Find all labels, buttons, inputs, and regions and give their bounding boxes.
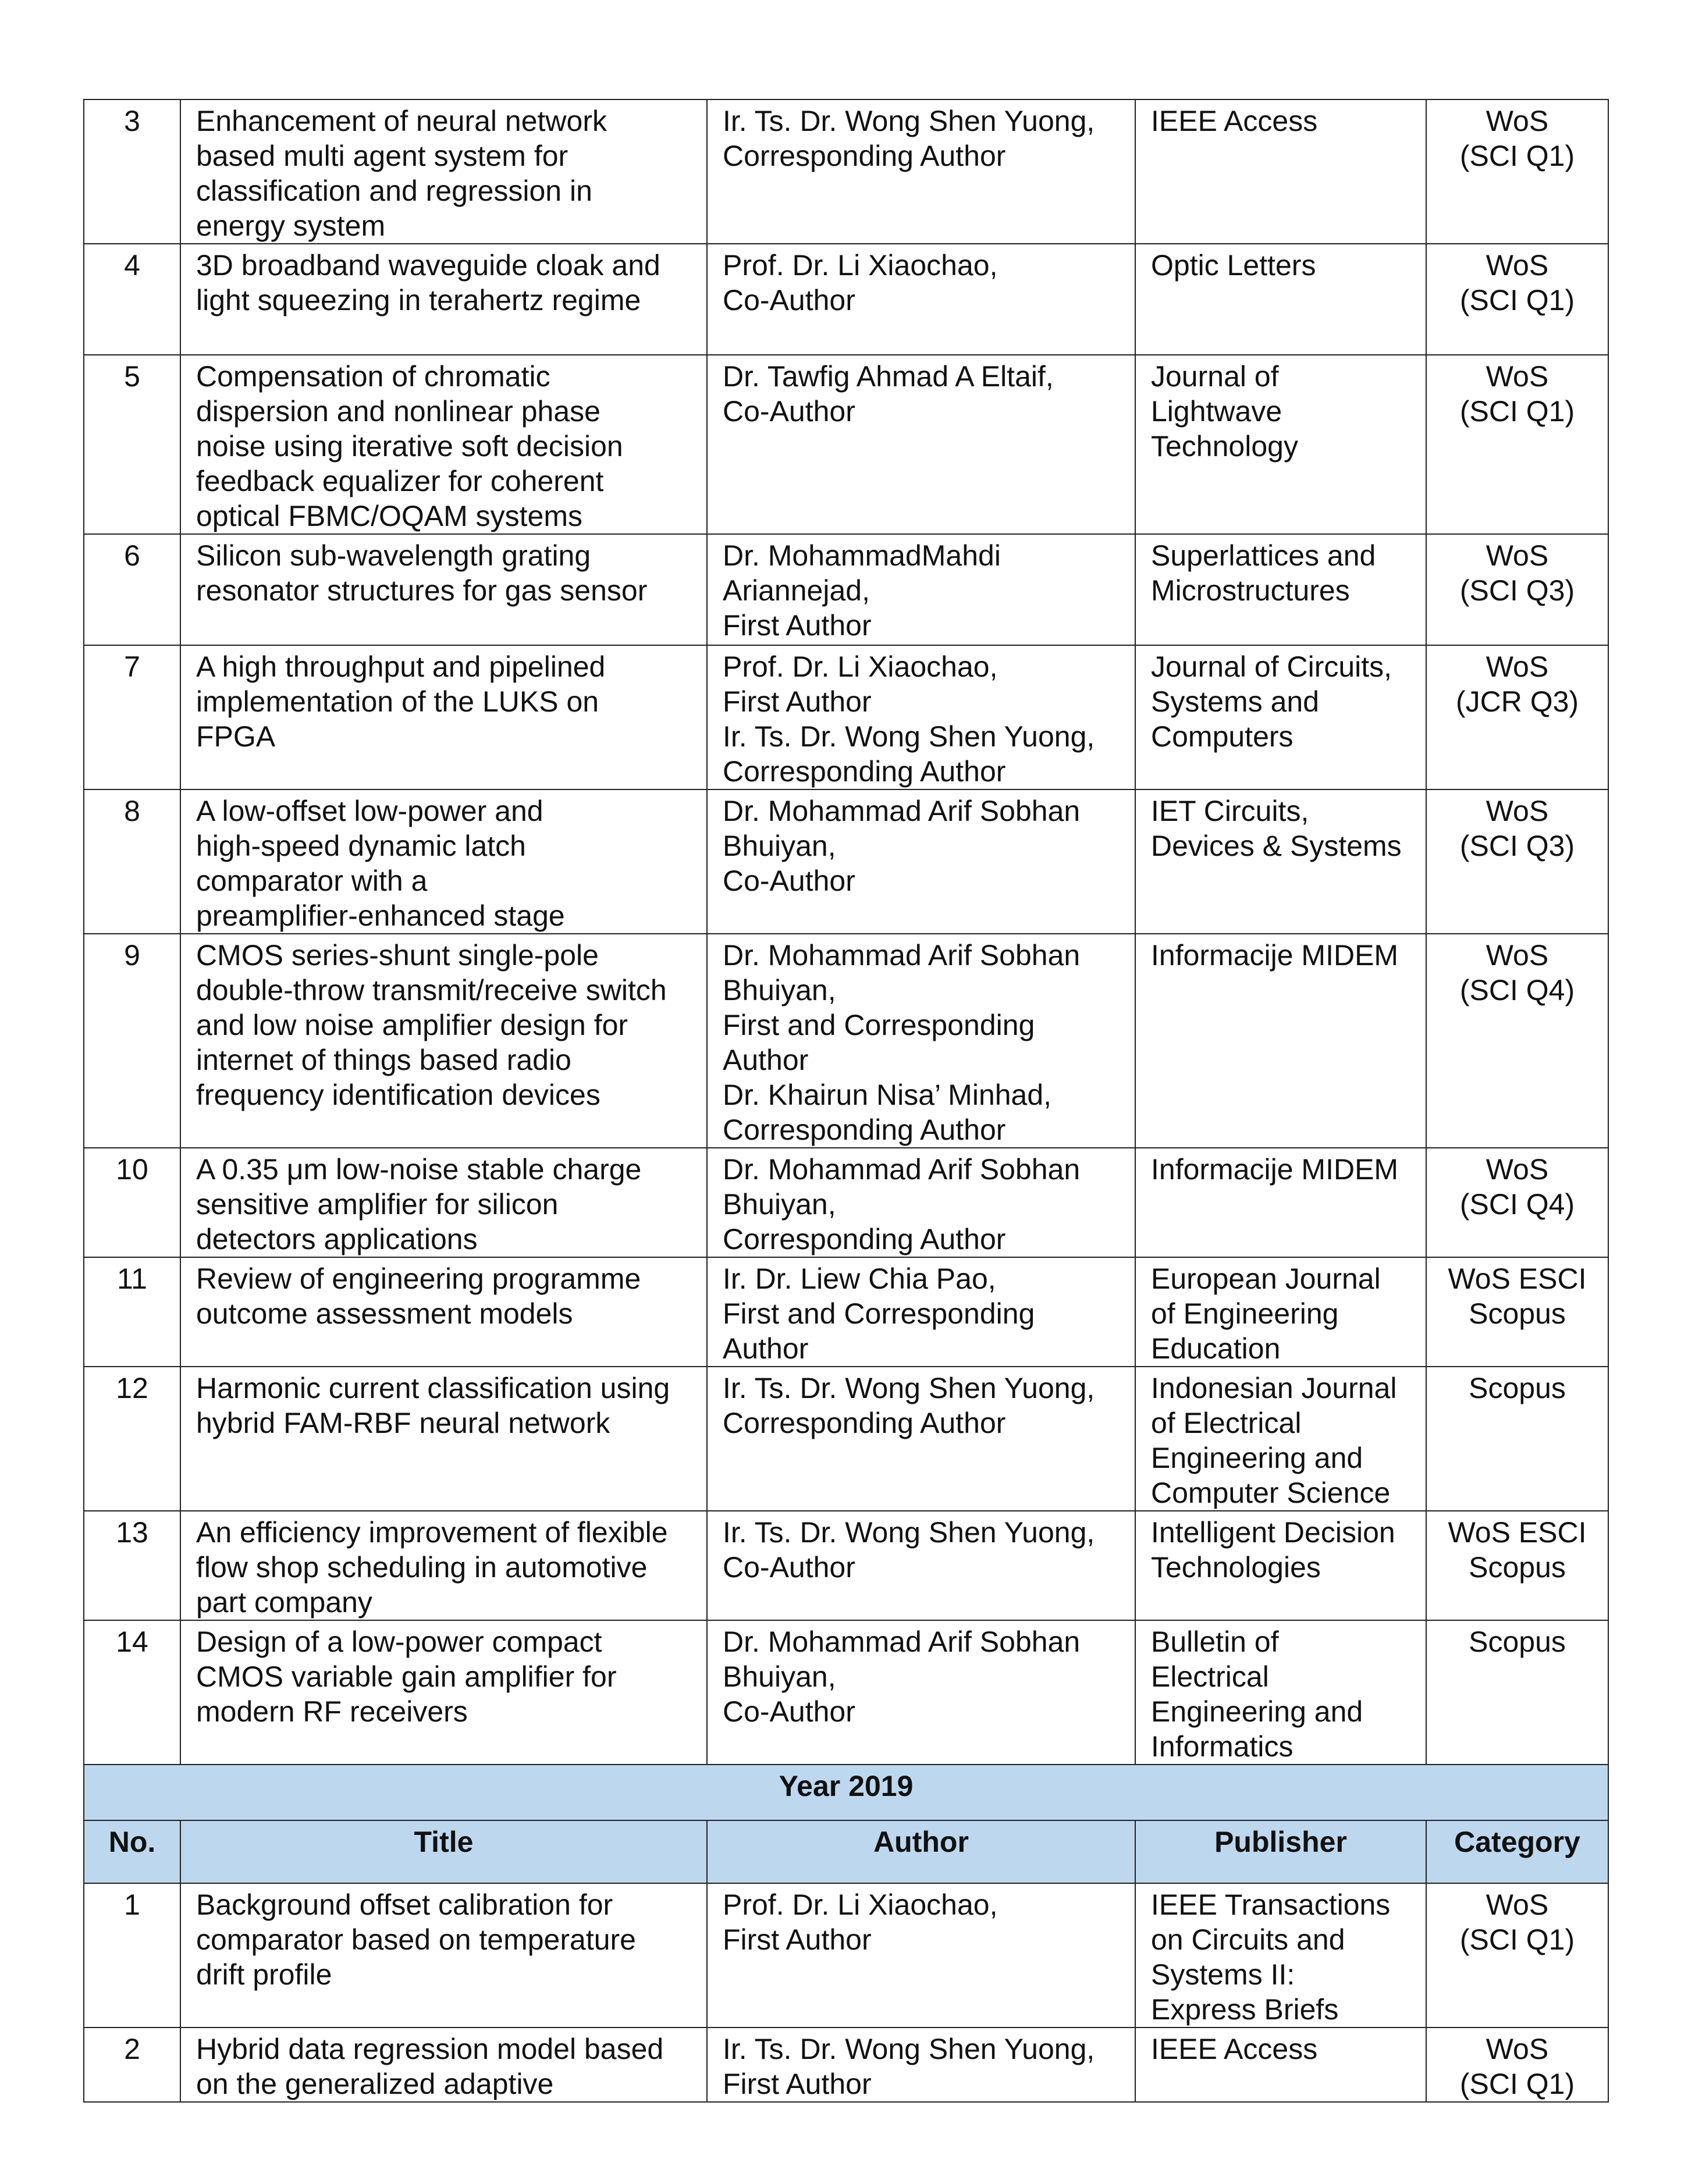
cell-publisher bbox=[1135, 1257, 1426, 1367]
cell-publisher-line: on Circuits and bbox=[1151, 1923, 1345, 1956]
cell-no: 9 bbox=[84, 934, 180, 1148]
cell-publisher-line: IET Circuits, bbox=[1151, 795, 1309, 827]
cell-author bbox=[707, 789, 1135, 934]
cell-title bbox=[180, 789, 707, 934]
cell-publisher-line: Computers bbox=[1151, 720, 1293, 753]
cell-publisher bbox=[1135, 244, 1426, 355]
cell-title-line: Compensation of chromatic bbox=[196, 360, 550, 393]
cell-publisher bbox=[1135, 645, 1426, 789]
cell-publisher-line: IEEE Transactions bbox=[1151, 1888, 1391, 1921]
cell-no: 1 bbox=[84, 1883, 180, 2028]
cell-publisher-line: Computer Science bbox=[1151, 1477, 1391, 1509]
cell-title-line: energy system bbox=[196, 209, 386, 242]
cell-title-line: Background offset calibration for bbox=[196, 1888, 613, 1921]
table-row bbox=[84, 1148, 1608, 1257]
cell-category bbox=[1426, 1620, 1608, 1765]
cell-publisher bbox=[1135, 789, 1426, 934]
cell-author bbox=[707, 645, 1135, 789]
cell-publisher-line: Informacije MIDEM bbox=[1151, 1153, 1399, 1186]
cell-category-line: WoS bbox=[1486, 939, 1549, 972]
cell-title-line: high-speed dynamic latch bbox=[196, 830, 526, 862]
cell-title-line: CMOS variable gain amplifier for bbox=[196, 1660, 617, 1693]
cell-title-line: modern RF receivers bbox=[196, 1695, 468, 1728]
cell-author-line: First Author bbox=[723, 685, 872, 718]
cell-no: 13 bbox=[84, 1511, 180, 1620]
table-row bbox=[84, 789, 1608, 934]
cell-author-line: Bhuiyan, bbox=[723, 830, 836, 862]
cell-author-line: Author bbox=[723, 1044, 809, 1076]
cell-author bbox=[707, 1620, 1135, 1765]
cell-publisher bbox=[1135, 1883, 1426, 2028]
cell-category-line: WoS bbox=[1486, 2033, 1549, 2065]
cell-publisher bbox=[1135, 1367, 1426, 1511]
cell-title-line: Design of a low-power compact bbox=[196, 1625, 602, 1658]
cell-publisher bbox=[1135, 99, 1426, 244]
cell-category-line: (SCI Q3) bbox=[1459, 830, 1575, 862]
cell-publisher-line: Journal of bbox=[1151, 360, 1279, 393]
cell-author bbox=[707, 1511, 1135, 1620]
cell-title-line: classification and regression in bbox=[196, 175, 592, 207]
cell-author-line: Ir. Dr. Liew Chia Pao, bbox=[723, 1262, 996, 1295]
cell-category-line: (SCI Q1) bbox=[1459, 2068, 1575, 2100]
cell-title-line: Harmonic current classification using bbox=[196, 1372, 670, 1404]
cell-author-line: Corresponding Author bbox=[723, 1114, 1006, 1146]
cell-publisher bbox=[1135, 1511, 1426, 1620]
cell-category-line: (JCR Q3) bbox=[1455, 685, 1579, 718]
cell-category bbox=[1426, 355, 1608, 534]
cell-title-line: A low-offset low-power and bbox=[196, 795, 543, 827]
cell-author-line: Dr. Mohammad Arif Sobhan bbox=[723, 795, 1081, 827]
table-row bbox=[84, 534, 1608, 645]
cell-author-line: Bhuiyan, bbox=[723, 974, 836, 1006]
cell-category-line: WoS bbox=[1486, 795, 1549, 827]
table-row bbox=[84, 99, 1608, 244]
cell-author-line: Dr. Khairun Nisa’ Minhad, bbox=[723, 1079, 1052, 1111]
cell-category-line: Scopus bbox=[1469, 1372, 1566, 1404]
cell-title-line: 3D broadband waveguide cloak and bbox=[196, 249, 660, 282]
cell-category bbox=[1426, 1511, 1608, 1620]
cell-category-line: Scopus bbox=[1469, 1551, 1566, 1584]
cell-author-line: Ir. Ts. Dr. Wong Shen Yuong, bbox=[723, 105, 1095, 137]
cell-publisher-line: Microstructures bbox=[1151, 574, 1350, 607]
cell-publisher-line: of Electrical bbox=[1151, 1407, 1302, 1439]
cell-no: 5 bbox=[84, 355, 180, 534]
cell-author-line: Co-Author bbox=[723, 865, 855, 897]
cell-category bbox=[1426, 1367, 1608, 1511]
cell-publisher-line: Express Briefs bbox=[1151, 1993, 1339, 2026]
cell-no: 12 bbox=[84, 1367, 180, 1511]
cell-publisher-line: IEEE Access bbox=[1151, 105, 1318, 137]
cell-title-line: internet of things based radio bbox=[196, 1044, 571, 1076]
cell-publisher-line: Informatics bbox=[1151, 1730, 1293, 1763]
cell-no: 8 bbox=[84, 789, 180, 934]
cell-author-line: Bhuiyan, bbox=[723, 1188, 836, 1221]
cell-category-line: Scopus bbox=[1469, 1297, 1566, 1330]
column-header-author: Author bbox=[707, 1820, 1135, 1883]
cell-title-line: hybrid FAM-RBF neural network bbox=[196, 1407, 610, 1439]
cell-publisher-line: Lightwave bbox=[1151, 395, 1282, 428]
cell-title bbox=[180, 355, 707, 534]
cell-title bbox=[180, 244, 707, 355]
cell-author bbox=[707, 1883, 1135, 2028]
cell-author-line: Dr. Mohammad Arif Sobhan bbox=[723, 1625, 1081, 1658]
cell-publisher-line: Systems and bbox=[1151, 685, 1320, 718]
cell-no: 14 bbox=[84, 1620, 180, 1765]
cell-title-line: feedback equalizer for coherent bbox=[196, 465, 604, 497]
cell-author-line: Corresponding Author bbox=[723, 755, 1006, 788]
cell-no: 10 bbox=[84, 1148, 180, 1257]
cell-publisher bbox=[1135, 934, 1426, 1148]
cell-category-line: (SCI Q1) bbox=[1459, 1923, 1575, 1956]
cell-author-line: Prof. Dr. Li Xiaochao, bbox=[723, 249, 998, 282]
cell-title-line: CMOS series-shunt single-pole bbox=[196, 939, 599, 972]
cell-title-line: double-throw transmit/receive switch bbox=[196, 974, 667, 1006]
cell-category bbox=[1426, 645, 1608, 789]
cell-author-line: Co-Author bbox=[723, 284, 855, 316]
cell-title bbox=[180, 645, 707, 789]
cell-title-line: comparator based on temperature bbox=[196, 1923, 636, 1956]
cell-category bbox=[1426, 1883, 1608, 2028]
cell-title bbox=[180, 934, 707, 1148]
cell-author bbox=[707, 2028, 1135, 2102]
cell-publisher-line: Intelligent Decision bbox=[1151, 1516, 1395, 1549]
cell-category-line: WoS bbox=[1486, 105, 1549, 137]
cell-title-line: Hybrid data regression model based bbox=[196, 2033, 664, 2065]
cell-category-line: (SCI Q4) bbox=[1459, 974, 1575, 1006]
cell-author bbox=[707, 534, 1135, 645]
cell-title-line: light squeezing in terahertz regime bbox=[196, 284, 641, 316]
cell-title-line: An efficiency improvement of flexible bbox=[196, 1516, 668, 1549]
cell-title-line: noise using iterative soft decision bbox=[196, 430, 623, 463]
cell-publisher-line: Engineering and bbox=[1151, 1442, 1363, 1474]
year-heading: Year 2019 bbox=[84, 1765, 1608, 1820]
cell-title bbox=[180, 1257, 707, 1367]
cell-author bbox=[707, 934, 1135, 1148]
year-heading-row bbox=[84, 1765, 1608, 1820]
cell-title-line: comparator with a bbox=[196, 865, 428, 897]
cell-author-line: Prof. Dr. Li Xiaochao, bbox=[723, 1888, 998, 1921]
table-row bbox=[84, 645, 1608, 789]
cell-title-line: FPGA bbox=[196, 720, 276, 753]
cell-category-line: (SCI Q1) bbox=[1459, 140, 1575, 172]
cell-author-line: Prof. Dr. Li Xiaochao, bbox=[723, 650, 998, 683]
table-row bbox=[84, 1257, 1608, 1367]
cell-publisher-line: European Journal bbox=[1151, 1262, 1381, 1295]
cell-category-line: (SCI Q3) bbox=[1459, 574, 1575, 607]
cell-author-line: First Author bbox=[723, 1923, 872, 1956]
cell-title-line: A high throughput and pipelined bbox=[196, 650, 606, 683]
column-header-title: Title bbox=[180, 1820, 707, 1883]
cell-publisher bbox=[1135, 1148, 1426, 1257]
table-row bbox=[84, 2028, 1608, 2102]
cell-category-line: (SCI Q4) bbox=[1459, 1188, 1575, 1221]
cell-publisher-line: Education bbox=[1151, 1332, 1281, 1365]
publications-table bbox=[83, 99, 1609, 2103]
cell-title bbox=[180, 99, 707, 244]
cell-author bbox=[707, 1148, 1135, 1257]
cell-publisher bbox=[1135, 355, 1426, 534]
cell-category-line: Scopus bbox=[1469, 1625, 1566, 1658]
cell-title-line: detectors applications bbox=[196, 1223, 478, 1255]
table-row bbox=[84, 244, 1608, 355]
cell-category bbox=[1426, 534, 1608, 645]
cell-author-line: Co-Author bbox=[723, 1551, 855, 1584]
cell-title bbox=[180, 1883, 707, 2028]
cell-author-line: First and Corresponding bbox=[723, 1297, 1035, 1330]
cell-category-line: WoS bbox=[1486, 1153, 1549, 1186]
cell-publisher-line: Technologies bbox=[1151, 1551, 1321, 1584]
cell-author-line: Co-Author bbox=[723, 395, 855, 428]
cell-title bbox=[180, 1511, 707, 1620]
cell-author-line: First Author bbox=[723, 2068, 872, 2100]
cell-category bbox=[1426, 99, 1608, 244]
cell-author-line: Ir. Ts. Dr. Wong Shen Yuong, bbox=[723, 720, 1095, 753]
cell-author bbox=[707, 1367, 1135, 1511]
cell-title-line: on the generalized adaptive bbox=[196, 2068, 554, 2100]
cell-no: 2 bbox=[84, 2028, 180, 2102]
cell-author-line: Bhuiyan, bbox=[723, 1660, 836, 1693]
cell-author-line: Dr. MohammadMahdi bbox=[723, 539, 1001, 572]
cell-category-line: WoS ESCI bbox=[1448, 1516, 1587, 1549]
cell-title bbox=[180, 1367, 707, 1511]
cell-publisher-line: of Engineering bbox=[1151, 1297, 1339, 1330]
cell-publisher bbox=[1135, 1620, 1426, 1765]
cell-category bbox=[1426, 1148, 1608, 1257]
cell-publisher-line: Engineering and bbox=[1151, 1695, 1363, 1728]
table-row bbox=[84, 1883, 1608, 2028]
column-header-publisher: Publisher bbox=[1135, 1820, 1426, 1883]
cell-no: 6 bbox=[84, 534, 180, 645]
cell-category bbox=[1426, 244, 1608, 355]
cell-author-line: Ir. Ts. Dr. Wong Shen Yuong, bbox=[723, 1516, 1095, 1549]
table-row bbox=[84, 1511, 1608, 1620]
cell-title-line: preamplifier-enhanced stage bbox=[196, 899, 565, 932]
cell-category-line: WoS bbox=[1486, 360, 1549, 393]
cell-category-line: WoS ESCI bbox=[1448, 1262, 1587, 1295]
cell-category bbox=[1426, 789, 1608, 934]
cell-author-line: Ariannejad, bbox=[723, 574, 870, 607]
cell-category-line: WoS bbox=[1486, 539, 1549, 572]
column-header-row bbox=[84, 1820, 1608, 1883]
cell-publisher-line: Informacije MIDEM bbox=[1151, 939, 1399, 972]
cell-no: 11 bbox=[84, 1257, 180, 1367]
cell-author-line: Author bbox=[723, 1332, 809, 1365]
cell-title-line: outcome assessment models bbox=[196, 1297, 573, 1330]
cell-publisher-line: Electrical bbox=[1151, 1660, 1269, 1693]
cell-publisher-line: Bulletin of bbox=[1151, 1625, 1279, 1658]
cell-publisher-line: Systems II: bbox=[1151, 1958, 1295, 1991]
cell-title-line: resonator structures for gas sensor bbox=[196, 574, 648, 607]
cell-title-line: sensitive amplifier for silicon bbox=[196, 1188, 559, 1221]
cell-author bbox=[707, 244, 1135, 355]
cell-author bbox=[707, 1257, 1135, 1367]
cell-author-line: Corresponding Author bbox=[723, 1407, 1006, 1439]
cell-category-line: (SCI Q1) bbox=[1459, 284, 1575, 316]
cell-title-line: optical FBMC/OQAM systems bbox=[196, 500, 582, 532]
cell-publisher-line: Journal of Circuits, bbox=[1151, 650, 1392, 683]
cell-author-line: Dr. Tawfig Ahmad A Eltaif, bbox=[723, 360, 1054, 393]
table-row bbox=[84, 355, 1608, 534]
cell-publisher-line: Technology bbox=[1151, 430, 1298, 463]
cell-publisher-line: Devices & Systems bbox=[1151, 830, 1402, 862]
cell-publisher bbox=[1135, 534, 1426, 645]
cell-title-line: dispersion and nonlinear phase bbox=[196, 395, 600, 428]
cell-title-line: implementation of the LUKS on bbox=[196, 685, 599, 718]
cell-author-line: Ir. Ts. Dr. Wong Shen Yuong, bbox=[723, 2033, 1095, 2065]
cell-title-line: and low noise amplifier design for bbox=[196, 1009, 628, 1041]
cell-title bbox=[180, 1148, 707, 1257]
cell-category bbox=[1426, 2028, 1608, 2102]
cell-author-line: First Author bbox=[723, 609, 872, 642]
cell-category-line: WoS bbox=[1486, 1888, 1549, 1921]
cell-title bbox=[180, 1620, 707, 1765]
cell-title-line: Enhancement of neural network bbox=[196, 105, 607, 137]
cell-category-line: WoS bbox=[1486, 650, 1549, 683]
table-row bbox=[84, 934, 1608, 1148]
cell-author-line: Dr. Mohammad Arif Sobhan bbox=[723, 1153, 1081, 1186]
cell-title-line: drift profile bbox=[196, 1958, 332, 1991]
cell-title-line: flow shop scheduling in automotive bbox=[196, 1551, 648, 1584]
cell-title bbox=[180, 534, 707, 645]
cell-author-line: Co-Author bbox=[723, 1695, 855, 1728]
cell-author-line: Corresponding Author bbox=[723, 140, 1006, 172]
table-row bbox=[84, 1620, 1608, 1765]
cell-no: 7 bbox=[84, 645, 180, 789]
cell-category bbox=[1426, 1257, 1608, 1367]
column-header-category: Category bbox=[1426, 1820, 1608, 1883]
cell-category-line: (SCI Q1) bbox=[1459, 395, 1575, 428]
cell-title-line: frequency identification devices bbox=[196, 1079, 600, 1111]
cell-no: 3 bbox=[84, 99, 180, 244]
cell-title-line: Silicon sub-wavelength grating bbox=[196, 539, 591, 572]
cell-author bbox=[707, 355, 1135, 534]
cell-publisher-line: Optic Letters bbox=[1151, 249, 1316, 282]
cell-no: 4 bbox=[84, 244, 180, 355]
cell-publisher-line: Superlattices and bbox=[1151, 539, 1376, 572]
cell-publisher bbox=[1135, 2028, 1426, 2102]
table-row bbox=[84, 1367, 1608, 1511]
cell-publisher-line: IEEE Access bbox=[1151, 2033, 1318, 2065]
column-header-no: No. bbox=[84, 1820, 180, 1883]
cell-author-line: First and Corresponding bbox=[723, 1009, 1035, 1041]
cell-title-line: A 0.35 μm low-noise stable charge bbox=[196, 1153, 642, 1186]
cell-category-line: WoS bbox=[1486, 249, 1549, 282]
cell-category bbox=[1426, 934, 1608, 1148]
cell-title-line: part company bbox=[196, 1586, 372, 1619]
cell-author bbox=[707, 99, 1135, 244]
cell-title-line: Review of engineering programme bbox=[196, 1262, 641, 1295]
cell-author-line: Corresponding Author bbox=[723, 1223, 1006, 1255]
cell-author-line: Ir. Ts. Dr. Wong Shen Yuong, bbox=[723, 1372, 1095, 1404]
cell-title-line: based multi agent system for bbox=[196, 140, 568, 172]
cell-author-line: Dr. Mohammad Arif Sobhan bbox=[723, 939, 1081, 972]
cell-publisher-line: Indonesian Journal bbox=[1151, 1372, 1397, 1404]
cell-title bbox=[180, 2028, 707, 2102]
